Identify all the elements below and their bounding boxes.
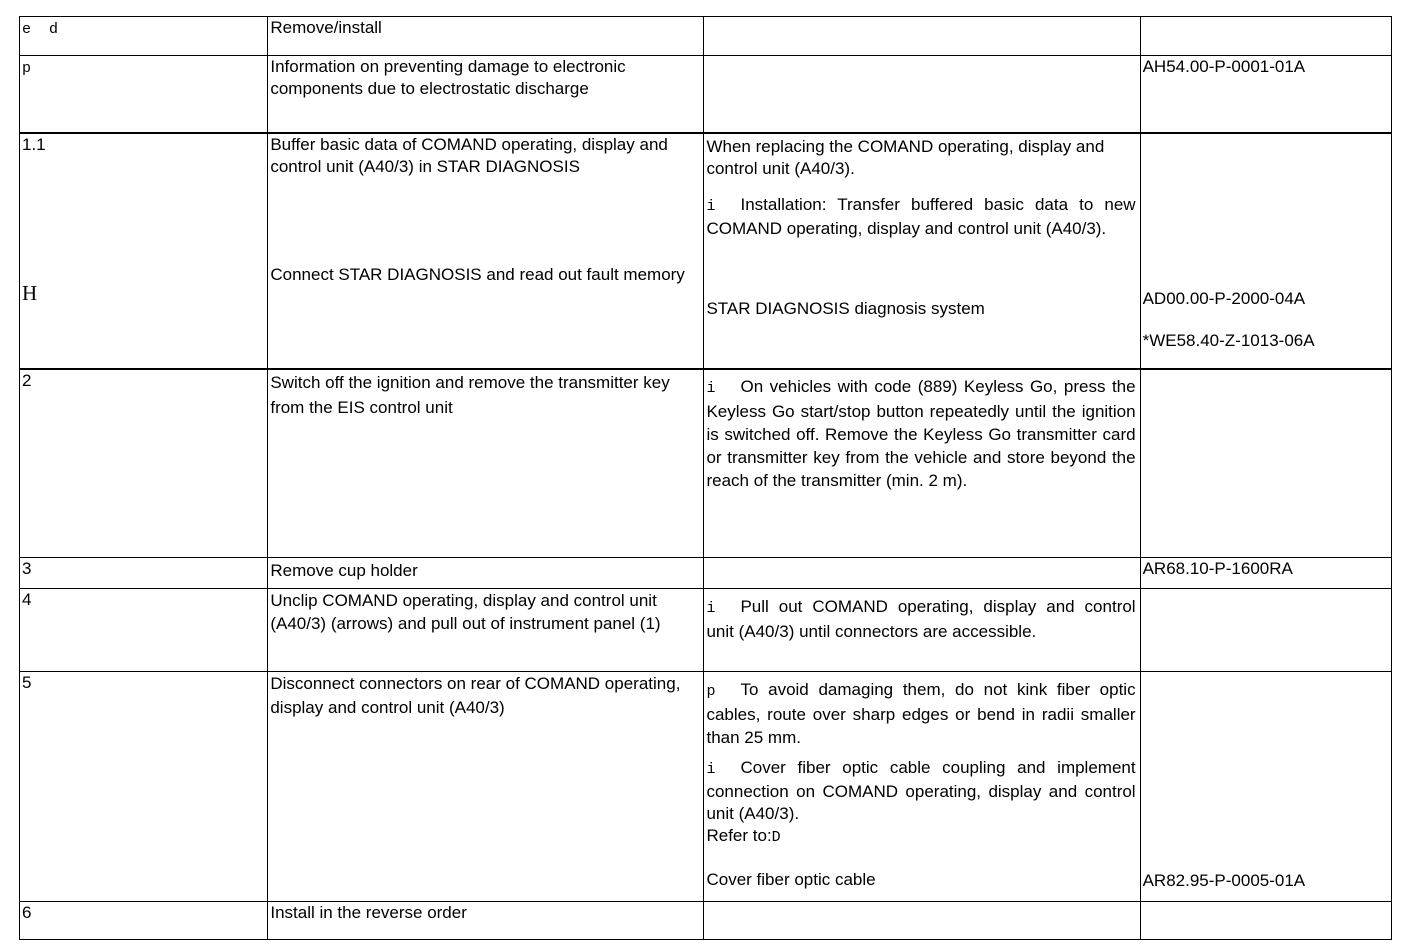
step-cell: [20, 369, 268, 558]
reference-cell: [1140, 589, 1391, 672]
step-number: 5: [22, 673, 32, 692]
step-cell: [20, 56, 268, 133]
info-text: Pull out COMAND operating, display and control unit (A40/3) until connectors are accessible.: [706, 597, 1136, 641]
info-text: Installation: Transfer buffered basic data to new COMAND operating, display and control unit (A40/3).: [706, 194, 1136, 238]
note-cell: [704, 17, 1140, 56]
info-icon: i: [706, 600, 716, 617]
reference-link[interactable]: AD00.00-P-2000-04A: [1142, 288, 1306, 308]
step-cell: [20, 17, 268, 56]
reference-cell: [1140, 558, 1391, 589]
note-cell: [704, 558, 1140, 589]
step-description: Buffer basic data of COMAND operating, display and control unit (A40/3) in STAR DIAGNOSIS: [270, 134, 668, 176]
description-cell: [268, 672, 704, 902]
step-description: Remove cup holder: [270, 561, 418, 580]
table-header-row: [20, 17, 1392, 56]
warning-note: [706, 672, 1135, 749]
info-text: Cover fiber optic cable coupling and implement connection on COMAND operating, display and control unit (A40/3).: [706, 758, 1136, 823]
warning-symbol-icon: p: [22, 60, 32, 77]
table-row: [20, 369, 1392, 558]
reference-cell: [1140, 56, 1391, 133]
reference-link[interactable]: *WE58.40-Z-1013-06A: [1142, 330, 1315, 350]
procedure-symbol-icon: e d: [22, 21, 59, 38]
step-note: STAR DIAGNOSIS diagnosis system: [706, 298, 985, 318]
description-cell: [268, 902, 704, 940]
hint-symbol-icon: H: [22, 280, 38, 305]
info-icon: i: [706, 379, 716, 397]
reference-link[interactable]: AR82.95-P-0005-01A: [1142, 871, 1306, 890]
description-cell: [268, 133, 704, 369]
step-description: Connect STAR DIAGNOSIS and read out fault memory: [270, 264, 685, 284]
description-cell: [268, 56, 704, 133]
table-row: [20, 902, 1392, 940]
reference-cell: [1140, 369, 1391, 558]
note-cell: [704, 902, 1140, 940]
reference-cell: [1140, 902, 1391, 940]
step-number: 4: [22, 590, 32, 609]
note-cell: [704, 369, 1140, 558]
info-icon: i: [706, 197, 716, 215]
step-description: Unclip COMAND operating, display and control unit (A40/3) (arrows) and pull out of instrument panel (1): [270, 591, 661, 633]
document-link-icon[interactable]: D: [771, 829, 781, 846]
procedure-title: Remove/install: [270, 18, 382, 37]
note-cell: [704, 672, 1140, 902]
table-row: [20, 589, 1392, 672]
step-note: Cover fiber optic cable: [706, 870, 876, 889]
refer-label: Refer to:: [706, 826, 772, 845]
step-cell: [20, 902, 268, 940]
step-cell: [20, 589, 268, 672]
info-icon: i: [706, 761, 716, 778]
table-row: [20, 133, 1392, 369]
description-cell: [268, 17, 704, 56]
note-cell: [704, 589, 1140, 672]
info-text: On vehicles with code (889) Keyless Go, press the Keyless Go start/stop button repeatedly until the ignition is switched off. Remove the Keyless Go transmitter card or transmitter key from the vehicle and store beyond the reach of the transmitter (min. 2 m).: [706, 376, 1136, 490]
note-cell: [704, 133, 1140, 369]
step-number: 2: [22, 370, 32, 390]
reference-cell: [1140, 17, 1391, 56]
step-number: 6: [22, 903, 32, 922]
table-row: [20, 672, 1392, 902]
description-cell: [268, 558, 704, 589]
table-row: [20, 558, 1392, 589]
info-note: [706, 757, 1135, 825]
procedure-table: [19, 16, 1392, 940]
reference-link[interactable]: AR68.10-P-1600RA: [1142, 559, 1293, 578]
warning-icon: p: [706, 683, 716, 700]
step-number: 1.1: [22, 134, 46, 154]
step-description: Disconnect connectors on rear of COMAND operating, display and control unit (A40/3): [270, 674, 681, 717]
description-cell: [268, 589, 704, 672]
step-cell: [20, 133, 268, 369]
step-cell: [20, 558, 268, 589]
reference-cell: [1140, 133, 1391, 369]
reference-cell: [1140, 672, 1391, 902]
info-note: [706, 194, 1135, 240]
info-note: [706, 589, 1135, 643]
step-cell: [20, 672, 268, 902]
description-cell: [268, 369, 704, 558]
step-description: Information on preventing damage to electronic components due to electrostatic discharge: [270, 57, 626, 98]
step-note: When replacing the COMAND operating, display and control unit (A40/3).: [706, 136, 1105, 178]
refer-to-line: [706, 825, 1135, 849]
info-note: [706, 370, 1135, 492]
note-cell: [704, 56, 1140, 133]
warning-text: To avoid damaging them, do not kink fiber optic cables, route over sharp edges or bend in radii smaller than 25 mm.: [706, 680, 1136, 747]
step-description: Switch off the ignition and remove the transmitter key from the EIS control unit: [270, 372, 670, 417]
step-description: Install in the reverse order: [270, 903, 467, 922]
step-number: 3: [22, 559, 32, 578]
table-row: [20, 56, 1392, 133]
reference-link[interactable]: AH54.00-P-0001-01A: [1142, 57, 1306, 76]
